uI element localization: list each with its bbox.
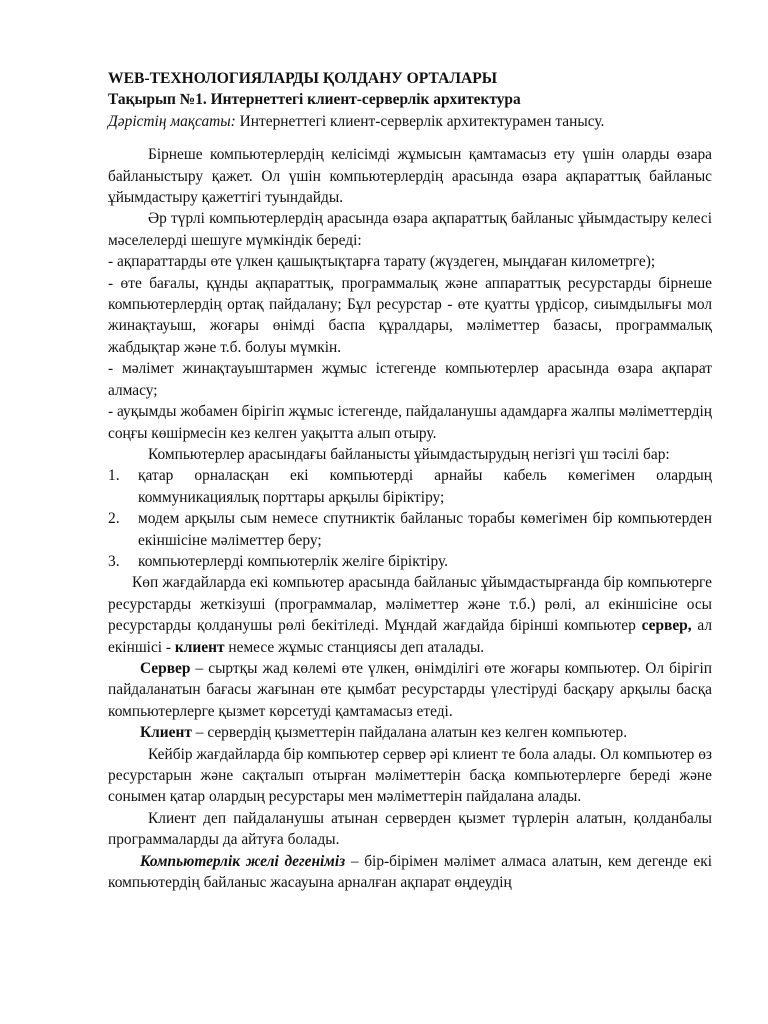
- document-title: WEB-ТЕХНОЛОГИЯЛАРДЫ ҚОЛДАНУ ОРТАЛАРЫ: [108, 70, 498, 87]
- paragraph-server-definition: Сервер – сыртқы жад көлемі өте үлкен, өнімділігі өте жоғары компьютер. Ол бірігіп пайдаланатын бағасы жағынан өте қымбат ресурстарды үлестіруді басқару арқылы басқа компьютерлерге қызмет көрсетуді қамтамасыз етеді.: [108, 659, 712, 720]
- lecture-aim: [108, 111, 712, 132]
- paragraph-intro: Бірнеше компьютерлердің келісімді жұмысын қамтамасыз ету үшін оларды өзара байланыстыру қажет. Ол үшін компьютерлердің арасында өзара ақпараттық байланыс ұйымдастыру қажеттігі туындайды.: [108, 146, 712, 207]
- paragraph-client-definition: Клиент – сервердің қызметтерін пайдалана алатын кез келген компьютер.: [140, 724, 628, 742]
- item-number: 1.: [108, 467, 120, 485]
- item-text: модем арқылы сым немесе спутниктік байланыс торабы көмегімен бір компьютерден екіншісіне мәліметтер беру;: [138, 510, 712, 549]
- aim-text: Интернеттегі клиент-серверлік архитектурамен танысу.: [235, 112, 605, 130]
- topic-heading: Тақырып №1. Интернеттегі клиент-серверлік архитектура: [108, 91, 521, 109]
- term-server: сервер,: [641, 617, 692, 635]
- paragraph-benefits: Әр түрлі компьютерлердің арасында өзара ақпараттық байланыс ұйымдастыру келесі мәселелерді шешуге мүмкіндік береді:: [108, 210, 712, 249]
- aim-label: Дәрістің мақсаты:: [108, 112, 236, 130]
- term-client: клиент: [174, 638, 225, 656]
- benefit-item: - өте бағалы, құнды ақпараттық, программалық және аппараттық ресурстарды бірнеше компьютерлердің ортақ пайдалану; Бұл ресурстар - өте қуатты үрдісор, сиымдылығы мол жинақтауыш, жоғары өнімді баспа құралдары, мәліметтер базасы, программалық жабдықтар және т.б. болуы мүмкін.: [108, 274, 712, 356]
- paragraph-network-definition: Компьютерлік желі дегеніміз – бір-бірімен мәлімет алмаса алатын, кем дегенде екі компьютердің байланыс жасауына арналған ақпарат өңдеудің: [108, 852, 712, 892]
- benefit-item: - ауқымды жобамен бірігіп жұмыс істегенде, пайдаланушы адамдарға жалпы мәліметтердің соңғы көшірмесін кез келген уақытта алып отыру.: [108, 403, 712, 442]
- item-text: компьютерлерді компьютерлік желіге біріктіру.: [138, 552, 448, 570]
- paragraph-methods: Компьютерлер арасындағы байланысты ұйымдастырудың негізгі үш тәсілі бар:: [148, 445, 670, 463]
- term-server: Сервер: [140, 659, 191, 677]
- numbered-item: [108, 508, 712, 551]
- term-client: Клиент: [140, 724, 192, 742]
- item-text: қатар орналасқан екі компьютерді арнайы кабель көмегімен олардың коммуникациялық порттары арқылы біріктіру;: [138, 467, 712, 506]
- paragraph-roles: Көп жағдайларда екі компьютер арасында байланыс ұйымдастырғанда бір компьютерге ресурстарды жеткізуші (программалар, мәліметтер және т.б.) рөлі, ал екіншісіне осы ресурстарды қолданушы рөлі бекітіледі. Мұндай жағдайда бірінші компьютер сервер, ал екіншісі - клиент немесе жұмыс станциясы деп аталады.: [108, 574, 713, 656]
- benefit-item: - ақпараттарды өте үлкен қашықтықтарға тарату (жүздеген, мыңдаған километрге);: [108, 253, 656, 271]
- term-network: Компьютерлік желі дегеніміз: [140, 852, 346, 870]
- numbered-item: [108, 465, 712, 508]
- benefit-item: - мәлімет жинақтауыштармен жұмыс істегенде компьютерлер арасында өзара ақпарат алмасу;: [108, 360, 712, 399]
- paragraph-client-apps: Клиент деп пайдаланушы атынан серверден қызмет түрлерін алатын, қолданбалы программаларды да айтуға болады.: [108, 809, 712, 849]
- item-number: 2.: [108, 510, 120, 528]
- numbered-item: [108, 551, 712, 572]
- paragraph-dual-role: Кейбір жағдайларда бір компьютер сервер әрі клиент те бола алады. Ол компьютер өз ресурстарын және сақталып отырған мәліметтерін басқа компьютерлерге береді және сонымен қатар олардың ресурстары мен мәліметтерін пайдалана алады.: [108, 745, 712, 806]
- item-number: 3.: [108, 552, 120, 570]
